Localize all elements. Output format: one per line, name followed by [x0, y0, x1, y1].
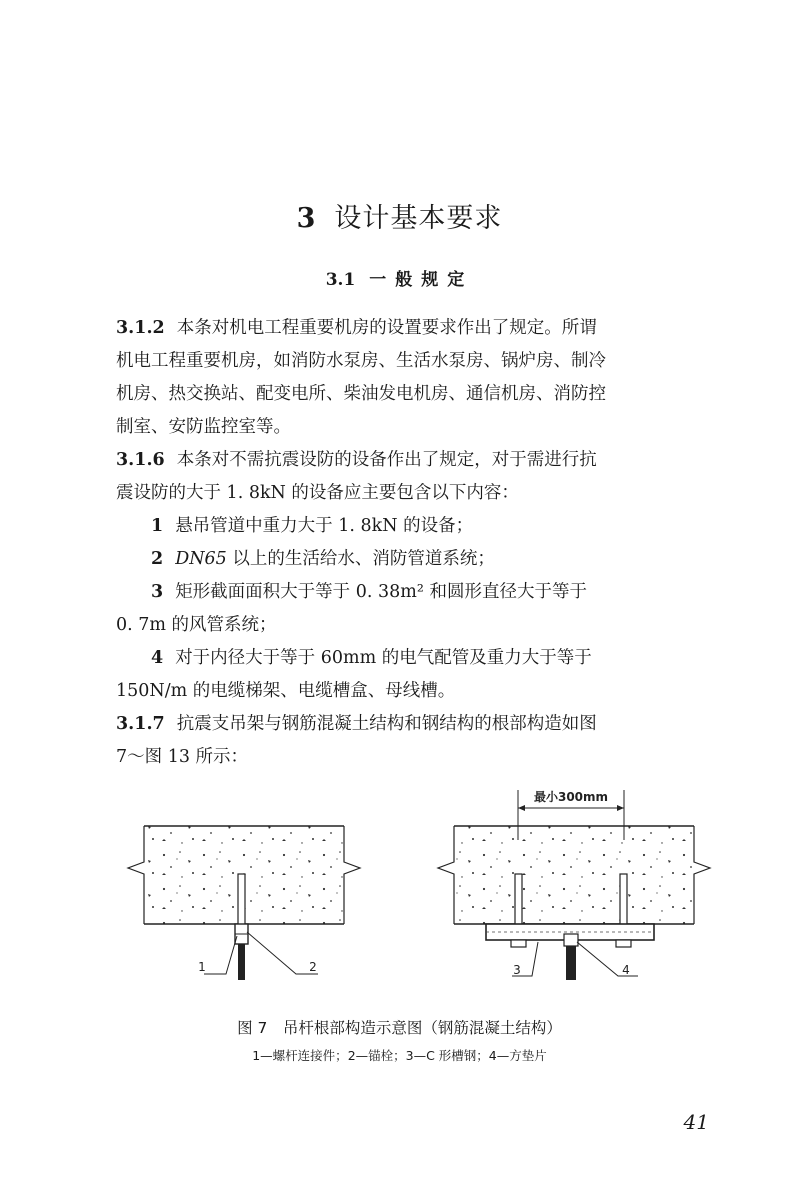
- chapter-name: 设计基本要求: [334, 203, 503, 234]
- list-item-1: [116, 510, 728, 543]
- callout-1: 1: [198, 960, 206, 974]
- item-number: 1: [151, 516, 164, 536]
- item-number: 3: [151, 582, 164, 602]
- italic-term: DN65: [175, 549, 227, 569]
- item-number: 2: [151, 549, 164, 569]
- list-item-3-cont: [116, 609, 728, 642]
- text-line: 对于内径大于等于 60mm 的电气配管及重力大于等于: [175, 648, 592, 668]
- callout-4: 4: [622, 963, 630, 977]
- dimension-label: 最小300mm: [533, 790, 609, 804]
- text-line: 0. 7m 的风管系统；: [116, 615, 277, 635]
- chapter-title: [0, 196, 799, 235]
- right-slab: [438, 826, 710, 924]
- list-item-4: [116, 642, 728, 675]
- item-number: 4: [151, 648, 164, 668]
- text-line: 矩形截面面积大于等于 0. 38m² 和圆形直径大于等于: [175, 582, 587, 602]
- section-name: 一般规定: [369, 270, 474, 290]
- figure-caption: 图 7 吊杆根部构造示意图（钢筋混凝土结构）: [237, 1019, 562, 1037]
- callout-3: 3: [513, 963, 521, 977]
- body-text: [116, 312, 728, 774]
- text-line: 抗震支吊架与钢筋混凝土结构和钢结构的根部构造如图: [176, 714, 597, 734]
- list-item-3: [116, 576, 728, 609]
- section-title: [0, 265, 799, 290]
- clause-number: 3.1.7: [116, 714, 165, 734]
- callout-2: 2: [309, 960, 317, 974]
- text-line: 机电工程重要机房，如消防水泵房、生活水泵房、锅炉房、制冷: [116, 351, 606, 371]
- text-line: 以上的生活给水、消防管道系统；: [226, 549, 495, 569]
- chapter-number: 3: [296, 203, 317, 234]
- clause-number: 3.1.6: [116, 450, 165, 470]
- text-line: 7～图 13 所示：: [116, 747, 249, 767]
- text-line: 本条对不需抗震设防的设备作出了规定，对于需进行抗: [176, 450, 597, 470]
- text-line: 震设防的大于 1. 8kN 的设备应主要包含以下内容：: [116, 483, 519, 503]
- clause-number: 3.1.2: [116, 318, 165, 338]
- list-item-2: [116, 543, 728, 576]
- text-line: 悬吊管道中重力大于 1. 8kN 的设备；: [175, 516, 474, 536]
- figure-legend: 1—螺杆连接件；2—锚栓；3—C 形槽钢；4—方垫片: [252, 1048, 547, 1063]
- list-item-4-cont: [116, 675, 728, 708]
- section-number: 3.1: [325, 270, 356, 290]
- clause-3-1-2: [116, 312, 728, 444]
- clause-3-1-6: [116, 444, 728, 510]
- figure-7-diagram: [118, 780, 718, 1000]
- clause-3-1-7: [116, 708, 728, 774]
- page-number: 41: [683, 1110, 709, 1134]
- text-line: 制室、安防监控室等。: [116, 417, 291, 437]
- text-line: 150N/m 的电缆梯架、电缆槽盒、母线槽。: [116, 681, 456, 701]
- text-line: 本条对机电工程重要机房的设置要求作出了规定。所谓: [176, 318, 597, 338]
- text-line: 机房、热交换站、配变电所、柴油发电机房、通信机房、消防控: [116, 384, 606, 404]
